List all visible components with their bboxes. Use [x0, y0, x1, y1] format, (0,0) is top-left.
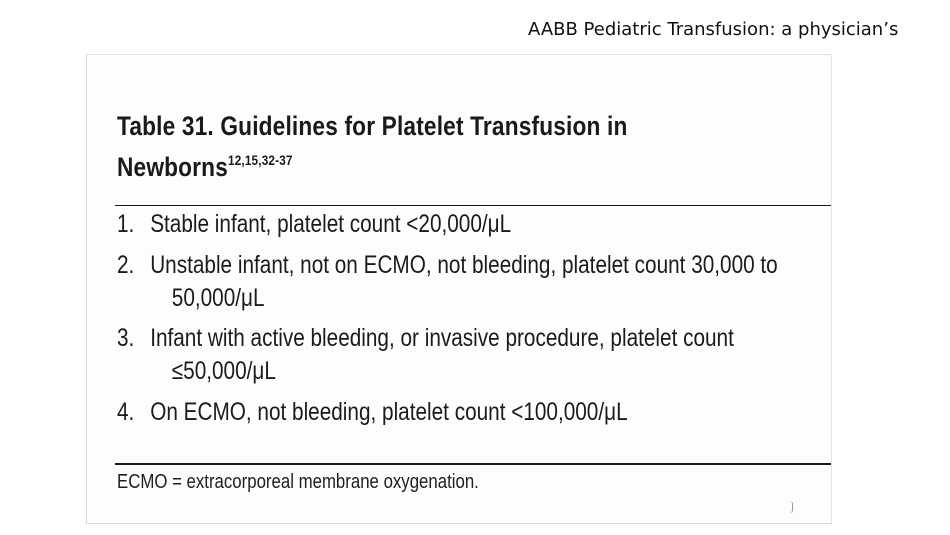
table-top-rule — [115, 205, 831, 206]
guideline-text-continued: ≤50,000/μL — [171, 357, 276, 385]
table-footnote: ECMO = extracorporeal membrane oxygenation. — [117, 471, 479, 493]
table-title-word: Newborns — [117, 152, 228, 182]
scanned-table-image — [86, 54, 832, 524]
guideline-text: Stable infant, platelet count <20,000/μL — [150, 210, 512, 238]
guideline-number: 4. — [117, 398, 135, 426]
guideline-number: 2. — [117, 251, 135, 279]
guideline-item-1 — [117, 208, 831, 241]
guideline-text: Unstable infant, not on ECMO, not bleeding, platelet count 30,000 to — [150, 251, 778, 279]
guideline-number: 3. — [117, 324, 135, 352]
table-title-line-2 — [117, 143, 655, 184]
guideline-item-2 — [117, 249, 831, 315]
guideline-text: On ECMO, not bleeding, platelet count <100,000/μL — [150, 398, 628, 426]
guideline-number: 1. — [117, 210, 135, 238]
table-bottom-rule — [115, 463, 831, 465]
guideline-text: Infant with active bleeding, or invasive procedure, platelet count — [150, 324, 734, 352]
title-references: 12,15,32-37 — [227, 152, 293, 168]
scan-artifact — [790, 501, 793, 513]
table-title-line-1: Table 31. Guidelines for Platelet Transfusion in — [117, 111, 628, 141]
guideline-list — [117, 208, 831, 429]
guideline-item-4 — [117, 396, 831, 429]
table-title — [117, 109, 655, 184]
page-header-text: AABB Pediatric Transfusion: a physician’s — [528, 19, 899, 40]
guideline-item-3 — [117, 322, 831, 388]
guideline-text-continued: 50,000/μL — [171, 284, 265, 312]
